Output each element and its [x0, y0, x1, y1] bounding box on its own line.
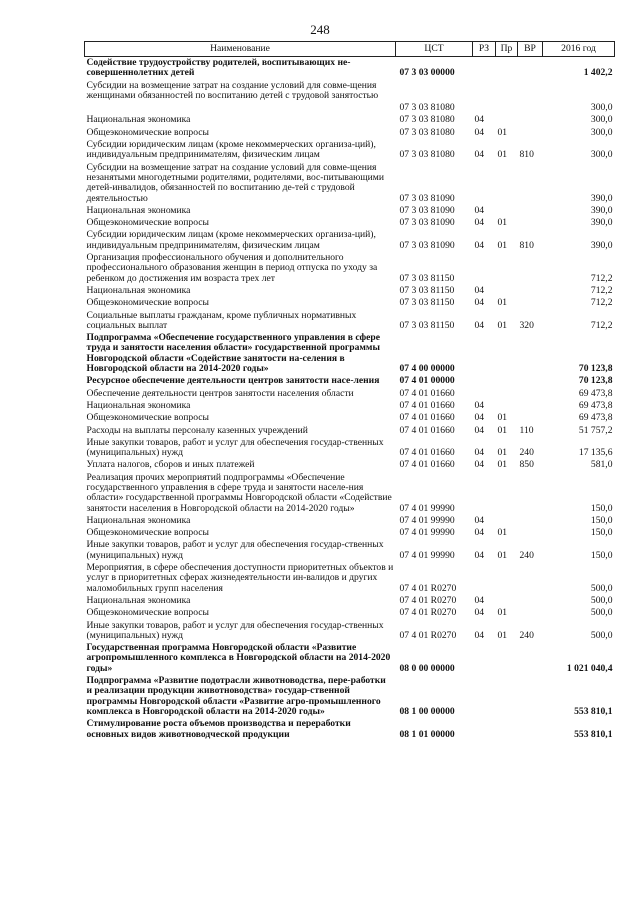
cell-amount: 712,2 — [590, 284, 613, 296]
cell-rz: 04 — [474, 527, 485, 539]
table-row — [85, 102, 615, 114]
cell-rz: 04 — [474, 514, 485, 526]
cell-amount: 712,2 — [590, 272, 613, 284]
cell-vr: 110 — [519, 424, 534, 436]
cell-cst: 07 3 03 00000 — [399, 67, 455, 79]
cell-amount: 1 021 040,4 — [566, 662, 613, 674]
cell-rz: 04 — [474, 549, 485, 561]
cell-rz: 04 — [474, 319, 485, 331]
cell-vr: 240 — [519, 629, 534, 641]
cell-name: Уплата налогов, сборов и иных платежей — [86, 459, 255, 471]
cell-pr — [496, 162, 518, 205]
cell-rz: 04 — [474, 447, 485, 459]
cell-name: Субсидии на возмещение затрат на создание условий для совме-щения незанятыми многодетными родителями, родителями, вос-питывающими детей-инвалидов, обязанностей по воспитанию де-тей с трудовой деятельностью — [86, 161, 384, 204]
budget-table — [84, 41, 615, 741]
cell-rz — [473, 57, 496, 80]
cell-name: Ресурсное обеспечение деятельности центров занятости насе-ления — [86, 375, 380, 387]
cell-vr — [518, 375, 543, 387]
cell-cst: 07 3 03 81150 — [399, 297, 455, 309]
cell-amount: 390,0 — [590, 217, 613, 229]
cell-pr — [496, 375, 518, 387]
cell-amount: 17 135,6 — [578, 447, 613, 459]
cell-cst: 07 3 03 81090 — [399, 239, 455, 251]
table-row — [85, 375, 615, 387]
cell-cst: 07 3 03 81150 — [399, 272, 455, 284]
table-row — [85, 400, 615, 412]
cell-vr — [518, 162, 543, 205]
table-body — [85, 57, 615, 741]
cell-cst: 07 4 01 99990 — [399, 549, 455, 561]
cell-name: Общеэкономические вопросы — [86, 607, 209, 619]
table-row — [85, 437, 615, 460]
cell-rz: 04 — [474, 594, 485, 606]
cell-amount: 300,0 — [590, 114, 613, 126]
cell-vr — [518, 217, 543, 229]
cell-rz: 04 — [474, 217, 485, 229]
cell-name: Национальная экономика — [86, 284, 191, 296]
table-row — [85, 127, 615, 139]
cell-amount — [543, 80, 615, 103]
cell-vr — [518, 80, 543, 103]
cell-rz — [473, 388, 496, 400]
cell-amount: 69 473,8 — [578, 412, 613, 424]
cell-rz: 04 — [474, 149, 485, 161]
cell-rz — [473, 472, 496, 515]
cell-amount: 390,0 — [590, 204, 613, 216]
cell-pr: 01 — [497, 549, 508, 561]
cell-vr: 240 — [519, 447, 534, 459]
cell-rz: 04 — [474, 424, 485, 436]
cell-cst: 07 3 03 81080 — [399, 114, 455, 126]
cell-amount: 553 810,1 — [574, 705, 613, 717]
cell-amount: 300,0 — [590, 149, 613, 161]
table-row — [85, 310, 615, 333]
cell-rz — [473, 102, 496, 114]
cell-cst: 07 4 01 99990 — [399, 502, 455, 514]
cell-vr — [518, 252, 543, 285]
cell-vr — [518, 57, 543, 80]
cell-pr — [496, 388, 518, 400]
cell-rz: 04 — [474, 629, 485, 641]
cell-amount: 1 402,2 — [583, 67, 613, 79]
cell-name: Национальная экономика — [86, 594, 191, 606]
cell-pr: 01 — [497, 527, 508, 539]
table-row — [85, 217, 615, 229]
cell-pr: 01 — [497, 239, 508, 251]
cell-amount: 150,0 — [590, 514, 613, 526]
cell-name: Стимулирование роста объемов производства и переработки основных видов животноводческой продукции — [86, 718, 351, 740]
cell-name: Субсидии юридическим лицам (кроме некоммерческих организа-ций), индивидуальным предпринимателям, физическим лицам — [86, 229, 376, 251]
cell-vr — [518, 595, 543, 607]
cell-name: Социальные выплаты гражданам, кроме публичных нормативных социальных выплат — [86, 309, 357, 331]
cell-cst: 07 4 01 99990 — [399, 514, 455, 526]
cell-pr: 01 — [497, 412, 508, 424]
cell-vr — [518, 642, 543, 675]
cell-rz — [473, 252, 496, 285]
cell-amount: 500,0 — [590, 582, 613, 594]
table-row — [85, 515, 615, 527]
cell-pr: 01 — [497, 319, 508, 331]
cell-pr: 01 — [497, 217, 508, 229]
cell-pr — [496, 332, 518, 375]
cell-vr — [518, 412, 543, 424]
cell-cst: 07 4 01 01660 — [399, 387, 455, 399]
cell-pr — [496, 642, 518, 675]
cell-name: Национальная экономика — [86, 514, 191, 526]
table-row — [85, 718, 615, 741]
cell-pr — [496, 285, 518, 297]
cell-rz — [473, 675, 496, 718]
cell-amount: 553 810,1 — [574, 728, 613, 740]
cell-cst: 07 4 01 00000 — [399, 375, 455, 387]
cell-name: Подпрограмма «Обеспечение государственного управления в сфере труда и занятости населения области» государственной программы Новгородской области «Содействие занятости на-селения в Новгородской области на 2014-2020 годы» — [86, 332, 380, 375]
cell-cst: 07 3 03 81090 — [399, 192, 455, 204]
cell-pr: 01 — [497, 149, 508, 161]
column-header-name: Наименование — [85, 42, 396, 57]
cell-pr — [496, 472, 518, 515]
cell-pr: 01 — [497, 447, 508, 459]
cell-rz: 04 — [474, 412, 485, 424]
table-header — [85, 42, 615, 57]
cell-pr: 01 — [497, 424, 508, 436]
cell-cst: 07 4 01 R0270 — [399, 629, 457, 641]
cell-name: Обеспечение деятельности центров занятости населения области — [86, 387, 354, 399]
cell-name: Расходы на выплаты персоналу казенных учреждений — [86, 424, 308, 436]
column-header-pr: Пр — [496, 42, 518, 57]
table-row — [85, 539, 615, 562]
cell-cst: 07 3 03 81080 — [399, 102, 455, 114]
cell-vr: 850 — [519, 459, 534, 471]
cell-name — [85, 102, 396, 114]
cell-pr — [496, 102, 518, 114]
cell-vr: 810 — [519, 149, 534, 161]
cell-rz: 04 — [474, 459, 485, 471]
table-row — [85, 595, 615, 607]
table-row — [85, 229, 615, 252]
cell-amount: 69 473,8 — [578, 399, 613, 411]
cell-vr — [518, 297, 543, 309]
cell-pr — [496, 675, 518, 718]
cell-vr — [518, 607, 543, 619]
cell-pr — [496, 114, 518, 126]
cell-name: Подпрограмма «Развитие подотрасли животноводства, пере-работки и реализации продукции животноводства» государ-ственной программы Новгородской области «Развитие агро-промышленного комплекса в Новгородской области на 2014-2020 годы» — [86, 675, 386, 717]
cell-vr — [518, 562, 543, 595]
cell-vr: 320 — [519, 319, 534, 331]
cell-name: Иные закупки товаров, работ и услуг для обеспечения государ-ственных (муниципальных) нужд — [86, 619, 384, 641]
cell-pr — [496, 80, 518, 103]
cell-name: Национальная экономика — [86, 114, 191, 126]
cell-amount: 712,2 — [590, 297, 613, 309]
cell-vr — [518, 205, 543, 217]
table-row — [85, 285, 615, 297]
cell-cst: 07 4 01 01660 — [399, 447, 455, 459]
cell-rz: 04 — [474, 297, 485, 309]
cell-vr: 240 — [519, 549, 534, 561]
table-row — [85, 425, 615, 437]
cell-amount: 581,0 — [590, 459, 613, 471]
table-row — [85, 297, 615, 309]
table-row — [85, 472, 615, 515]
cell-cst: 07 4 01 01660 — [399, 399, 455, 411]
table-row — [85, 527, 615, 539]
cell-rz — [473, 332, 496, 375]
cell-rz — [473, 80, 496, 103]
cell-name: Национальная экономика — [86, 204, 191, 216]
cell-cst: 07 3 03 81150 — [399, 284, 455, 296]
table-row — [85, 607, 615, 619]
cell-rz — [473, 162, 496, 205]
table-row — [85, 139, 615, 162]
cell-amount: 390,0 — [590, 192, 613, 204]
cell-amount: 150,0 — [590, 502, 613, 514]
cell-rz: 04 — [474, 114, 485, 126]
cell-cst: 07 4 01 01660 — [399, 459, 455, 471]
column-header-rz: РЗ — [473, 42, 496, 57]
cell-name: Общеэкономические вопросы — [86, 126, 209, 138]
cell-pr — [496, 595, 518, 607]
cell-cst: 07 3 03 81150 — [399, 319, 455, 331]
table-row — [85, 252, 615, 285]
page-number: 248 — [310, 22, 330, 37]
table-row — [85, 620, 615, 643]
cell-pr: 01 — [497, 126, 508, 138]
cell-amount: 300,0 — [590, 102, 613, 114]
cell-pr: 01 — [497, 297, 508, 309]
cell-name: Субсидии юридическим лицам (кроме некоммерческих организа-ций), индивидуальным предпринимателям, физическим лицам — [86, 139, 376, 161]
cell-pr — [496, 562, 518, 595]
cell-rz: 04 — [474, 399, 485, 411]
cell-vr — [518, 114, 543, 126]
cell-amount: 150,0 — [590, 549, 613, 561]
cell-amount: 300,0 — [590, 126, 613, 138]
cell-rz — [473, 642, 496, 675]
cell-pr: 01 — [497, 607, 508, 619]
cell-amount: 70 123,8 — [578, 363, 613, 375]
cell-pr — [496, 400, 518, 412]
cell-pr — [496, 205, 518, 217]
cell-vr — [518, 515, 543, 527]
cell-vr — [518, 332, 543, 375]
cell-cst: 07 4 00 00000 — [399, 363, 455, 375]
cell-amount: 712,2 — [590, 319, 613, 331]
cell-amount: 51 757,2 — [578, 424, 613, 436]
cell-pr — [496, 57, 518, 80]
cell-name: Общеэкономические вопросы — [86, 297, 209, 309]
cell-rz: 04 — [474, 284, 485, 296]
cell-rz — [473, 718, 496, 741]
cell-cst: 07 3 03 81080 — [399, 126, 455, 138]
column-header-vr: ВР — [518, 42, 543, 57]
cell-pr: 01 — [497, 629, 508, 641]
cell-pr — [496, 252, 518, 285]
cell-amount: 500,0 — [590, 594, 613, 606]
cell-name: Национальная экономика — [86, 399, 191, 411]
cell-name: Субсидии на возмещение затрат на создание условий для совме-щения женщинами обязанностей по воспитанию детей с трудовой занятостью — [86, 79, 379, 101]
table-row — [85, 114, 615, 126]
cell-rz: 04 — [474, 607, 485, 619]
cell-cst — [396, 80, 473, 103]
cell-amount: 500,0 — [590, 629, 613, 641]
table-row — [85, 412, 615, 424]
table-row — [85, 332, 615, 375]
cell-cst: 07 4 01 99990 — [399, 527, 455, 539]
table-row — [85, 459, 615, 471]
cell-vr — [518, 127, 543, 139]
cell-rz: 04 — [474, 239, 485, 251]
cell-cst: 07 4 01 R0270 — [399, 607, 457, 619]
cell-vr — [518, 718, 543, 741]
cell-cst: 08 0 00 00000 — [399, 662, 455, 674]
cell-amount: 500,0 — [590, 607, 613, 619]
cell-vr — [518, 472, 543, 515]
table-row — [85, 80, 615, 103]
cell-rz — [473, 375, 496, 387]
cell-cst: 07 3 03 81090 — [399, 204, 455, 216]
cell-rz: 04 — [474, 126, 485, 138]
table-row — [85, 675, 615, 718]
table-row — [85, 562, 615, 595]
column-header-cst: ЦСТ — [396, 42, 473, 57]
cell-name: Мероприятия, в сфере обеспечения доступности приоритетных объектов и услуг в приоритетных сферах жизнедеятельности ин-валидов и других маломобильных групп населения — [86, 562, 394, 594]
cell-cst: 07 3 03 81080 — [399, 149, 455, 161]
cell-vr — [518, 285, 543, 297]
table-row — [85, 388, 615, 400]
cell-name: Общеэкономические вопросы — [86, 412, 209, 424]
cell-name: Иные закупки товаров, работ и услуг для обеспечения государ-ственных (муниципальных) нужд — [86, 436, 384, 459]
cell-amount: 70 123,8 — [578, 375, 613, 387]
cell-name: Государственная программа Новгородской области «Развитие агропромышленного комплекса в Новгородской области на 2014-2020 годы» — [86, 642, 391, 674]
cell-amount: 150,0 — [590, 527, 613, 539]
cell-cst: 07 4 01 01660 — [399, 412, 455, 424]
cell-cst: 07 4 01 01660 — [399, 424, 455, 436]
cell-name: Иные закупки товаров, работ и услуг для обеспечения государ-ственных (муниципальных) нужд — [86, 539, 384, 561]
column-header-amount: 2016 год — [543, 42, 615, 57]
cell-cst: 08 1 00 00000 — [399, 705, 455, 717]
table-row — [85, 642, 615, 675]
table-row — [85, 57, 615, 80]
cell-vr — [518, 388, 543, 400]
cell-cst: 07 4 01 R0270 — [399, 582, 457, 594]
cell-name: Содействие трудоустройству родителей, воспитывающих не-совершеннолетних детей — [86, 57, 351, 79]
cell-vr — [518, 675, 543, 718]
cell-pr — [496, 718, 518, 741]
cell-pr — [496, 515, 518, 527]
cell-amount: 390,0 — [590, 239, 613, 251]
table-row — [85, 162, 615, 205]
cell-pr: 01 — [497, 459, 508, 471]
cell-rz: 04 — [474, 204, 485, 216]
cell-vr — [518, 102, 543, 114]
cell-name: Организация профессионального обучения и дополнительного профессионального образования женщин в период отпуска по уходу за ребенком до достижения им возраста трех лет — [86, 252, 378, 284]
cell-vr: 810 — [519, 239, 534, 251]
table-row — [85, 205, 615, 217]
cell-cst: 07 3 03 81090 — [399, 217, 455, 229]
cell-cst: 07 4 01 R0270 — [399, 594, 457, 606]
cell-name: Реализация прочих мероприятий подпрограммы «Обеспечение государственного управления в сфере труда и занятости населе-ния области» государственной программы Новгородской области «Содействие занятости населения в Новгородской области на 2014-2020 годы» — [86, 471, 392, 514]
cell-name: Общеэкономические вопросы — [86, 217, 209, 229]
cell-name: Общеэкономические вопросы — [86, 527, 209, 539]
cell-rz — [473, 562, 496, 595]
cell-amount: 69 473,8 — [578, 387, 613, 399]
cell-vr — [518, 527, 543, 539]
cell-vr — [518, 400, 543, 412]
cell-cst: 08 1 01 00000 — [399, 728, 455, 740]
